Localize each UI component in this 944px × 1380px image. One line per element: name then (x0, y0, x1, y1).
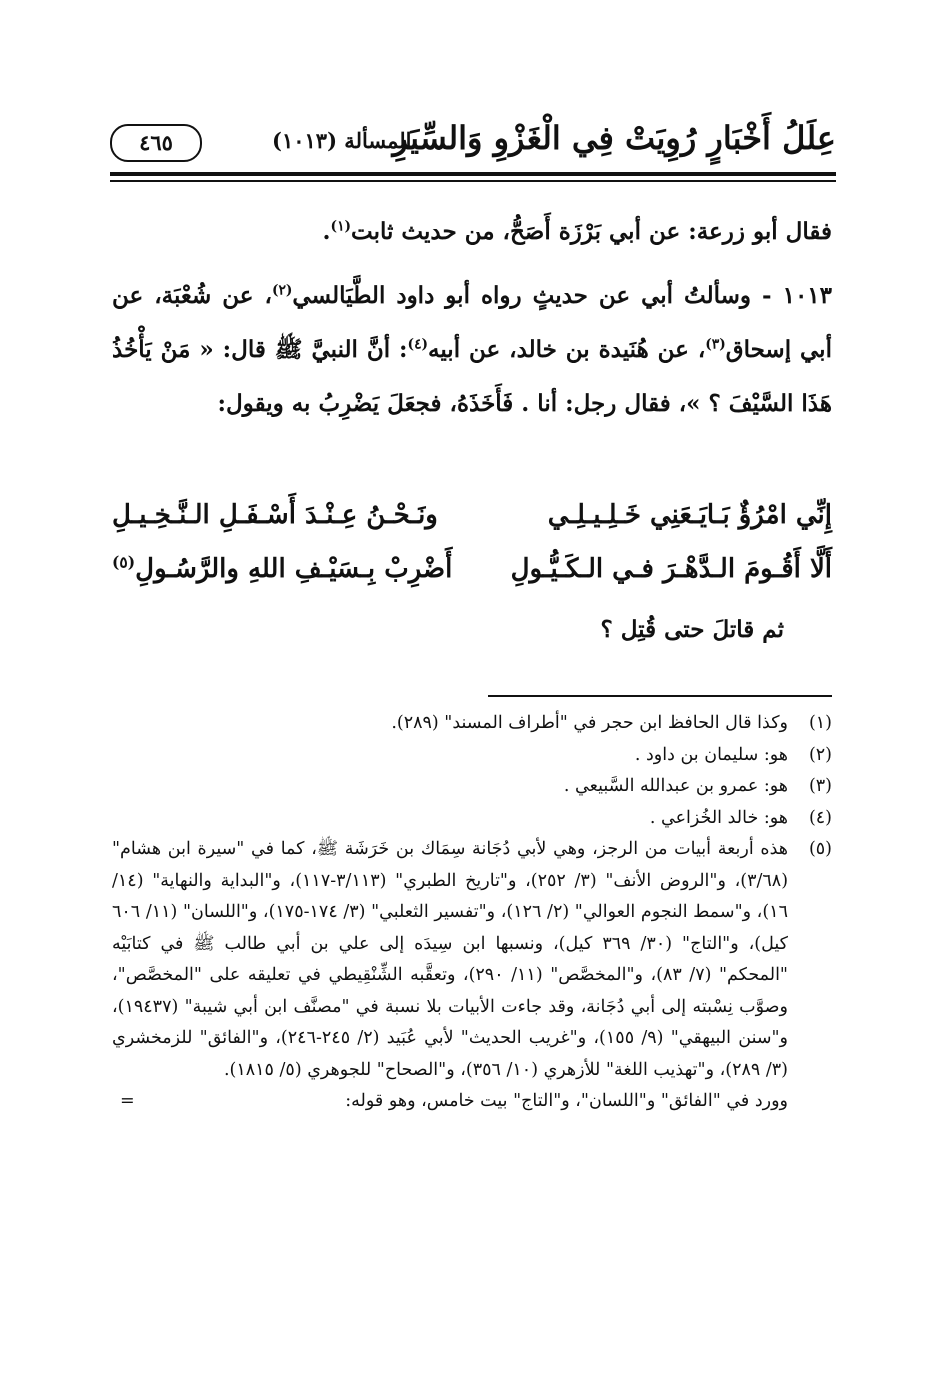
closing-question: ثم قاتلَ حتى قُتِل ؟ (600, 616, 784, 643)
footnote-number: (٢) (808, 744, 832, 765)
footnote-ref-1: (١) (330, 218, 352, 235)
footnote-number: (٣) (808, 776, 832, 796)
question-text-1: وسألتُ أبي عن حديثٍ رواه أبو داود الطَّيَالسي (292, 282, 752, 309)
footnote-separator (488, 695, 832, 697)
verse-2-first-hemistich: أَلَّا أَقُـومَ الـدَّهْـرَ فـي الـكَـيُّـولِ (510, 554, 832, 584)
footnote-ref-4: (٤) (407, 336, 429, 353)
footnotes (112, 708, 832, 1118)
footnote-text: هو: سليمان بن داود . (634, 744, 788, 765)
footnote-continuation-text: وورد في "الفائق" و"اللسان"، و"التاج" بيت خامس، وهو قوله: (345, 1091, 788, 1111)
header-rule-thick (110, 172, 836, 176)
question-text-3: ، عن هُنَيدة بن خالد، عن أبيه (428, 336, 706, 363)
footnote-text: هو: عمرو بن عبدالله السَّبيعي . (563, 776, 788, 796)
hadith-number: ١٠١٣ - (751, 282, 833, 309)
footnote-number: (٥) (808, 839, 832, 859)
footnote (112, 834, 832, 1086)
poem-verse-2 (112, 542, 832, 596)
footnote-text: وكذا قال الحافظ ابن حجر في "أطراف المسند" (٢٨٩). (391, 713, 788, 733)
footnote (112, 803, 832, 835)
poem-verse-1 (112, 488, 832, 542)
paragraph-text: فقال أبو زرعة: عن أبي بَرْزَة أَصَحُّ، من حديث ثابت (351, 218, 832, 245)
question-text-4: : أنَّ النبيَّ ﷺ قال: « مَنْ يَأْخُذُ هَذَا السَّيْفَ ؟ »، فقال رجل: أنا . فَأَخَذَهُ، فجعَلَ يَضْرِبُ به ويقول: (112, 336, 832, 417)
paragraph-question-1013 (112, 269, 832, 431)
poem (112, 488, 832, 596)
header-rule-thin (110, 180, 836, 182)
footnote-ref-5: (٥) (112, 552, 136, 572)
page-number: ٤٦٥ (110, 124, 202, 162)
footnote-text: هذه أربعة أبيات من الرجز، وهي لأبي دُجَانة سِمَاك بن خَرَشَة ﷺ، كما في "سيرة ابن هشام" (٣/٦٨)، و"الروض الأنف" (٣/ ٢٥٢)، و"تاريخ الطبري" (٣/١١٣-١١٧)، و"البداية والنهاية" (١٤/ ١٦)، و"سمط النجوم العوالي" (٢/ ١٢٦)، و"تفسير الثعلبي" (٣/ ١٧٤-١٧٥)، و"اللسان" (١١/ ٦٠٦ كيل)، و"التاج" (٣٠/ ٣٦٩ كيل)، ونسبها ابن سِيدَه إلى علي بن أبي طالب ﷺ في كتابَيْه "المحكم" (٧/ ٨٣)، و"المخصَّص" (١١/ ٢٩٠)، وتعقَّبه الشِّنْقِيطي في تعليقه على "المخصَّص"، وصوَّب نِسْبته إلى أبي دُجَانة، وقد جاءت الأبيات بلا نسبة في "مصنَّف ابن أبي شيبة" (١٩٤٣٧)، و"سنن البيهقي" (٩/ ١٥٥)، و"غريب الحديث" لأبي عُبَيد (٢/ ٢٤٥-٢٤٦)، و"الفائق" للزمخشري (٣/ ٢٨٩)، و"تهذيب اللغة" للأزهري (١٠/ ٣٥٦)، و"الصحاح" للجوهري (٥/ ١٨١٥). (112, 839, 789, 1080)
footnote-number: (٤) (808, 807, 832, 828)
verse-1-second-hemistich: ونَـحْـنُ عِـنْـدَ أَسْـفَـلِ الـنَّـخِـيـلِ (112, 500, 438, 530)
paragraph-end: . (322, 218, 331, 245)
book-title: عِلَلُ أَخْبَارٍ رُوِيَتْ فِي الْغَزْوِ وَالسِّيَرِ (392, 119, 836, 157)
issue-label: المسألة (١٠١٣) (272, 128, 412, 153)
verse-2-second-text: أَضْرِبْ بِـسَيْـفِ اللهِ والرَّسُـولِ (135, 554, 453, 584)
footnote-number: (١) (808, 713, 832, 733)
question-text-2: ، عن شُعْبَة، عن أبي إسحاق (112, 282, 832, 363)
verse-2-second-hemistich (112, 542, 452, 596)
footnote (112, 708, 832, 740)
footnote-text: هو: خالد الخُزاعي . (649, 807, 788, 828)
footnote (112, 740, 832, 772)
footnote (112, 771, 832, 803)
continuation-mark: = (120, 1091, 135, 1111)
verse-1-first-hemistich: إِنِّي امْرُؤٌ بَـايَـعَنِي خَـلِـيـلِـي (547, 500, 832, 530)
footnote-ref-2: (٢) (271, 282, 293, 299)
footnote-ref-3: (٣) (705, 336, 726, 353)
footnote-continuation (112, 1086, 832, 1118)
main-text (112, 205, 832, 431)
running-header (110, 112, 836, 172)
paragraph-abu-zurah (112, 205, 832, 259)
